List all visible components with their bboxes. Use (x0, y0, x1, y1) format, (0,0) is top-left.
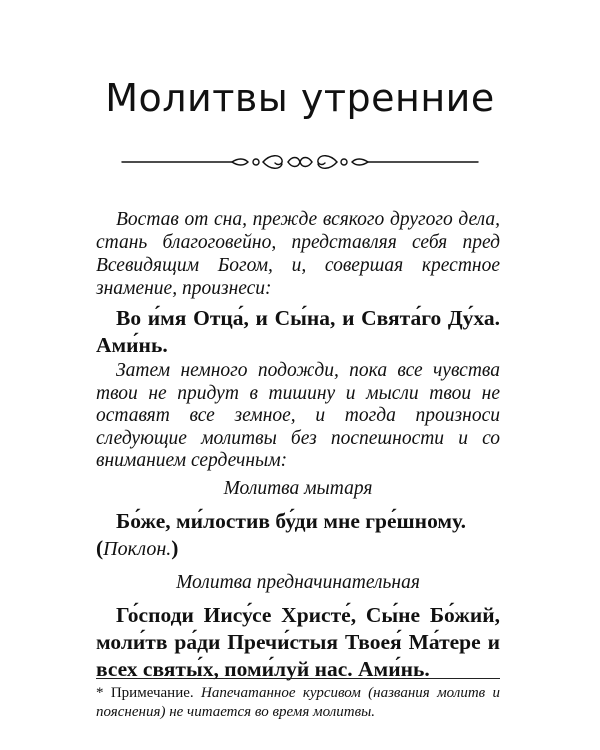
bow-close-paren: ) (171, 536, 179, 560)
publican-prayer-text: Бо́же, ми́лостив бу́ди мне гре́шному. (116, 509, 467, 533)
publican-prayer-heading: Молитва мытаря (223, 478, 373, 499)
page-title: Молитвы утренние (105, 76, 495, 120)
footnote-text: Напечатанное курсивом (названия молитв и пояснения) не читается во время молитвы. (96, 685, 501, 720)
publican-prayer (96, 508, 500, 563)
bow-instruction: Поклон. (103, 538, 172, 560)
footnote (96, 684, 500, 722)
footnote-divider (96, 678, 500, 679)
ornament-divider-icon (120, 150, 480, 174)
bow-open-paren: ( (96, 536, 104, 560)
intro-instruction: Востав от сна, прежде всякого другого дела, стань благоговейно, представляя себя пред Всевидящим Богом, и, совершая крестное знамение, произнеси: (96, 209, 500, 299)
initial-prayer-heading: Молитва предначинательная (176, 572, 420, 593)
initial-prayer: Го́споди Иису́се Христе́, Сы́не Бо́жий, моли́тв ра́ди Пречи́стыя Твоея́ Ма́тере и всех святы́х, поми́луй нас. Ами́нь. (96, 603, 500, 681)
sign-of-cross-prayer: Во и́мя Отца́, и Сы́на, и Свята́го Ду́ха. Ами́нь. (96, 306, 500, 357)
footnote-label: Примечание. (110, 685, 194, 701)
preparation-instruction: Затем немного подожди, пока все чувства твои не придут в тишину и мысли твои не оставят все земное, и тогда произноси следующие молитвы без поспешности и со вниманием сердечным: (96, 360, 500, 471)
footnote-mark: * (96, 685, 104, 701)
